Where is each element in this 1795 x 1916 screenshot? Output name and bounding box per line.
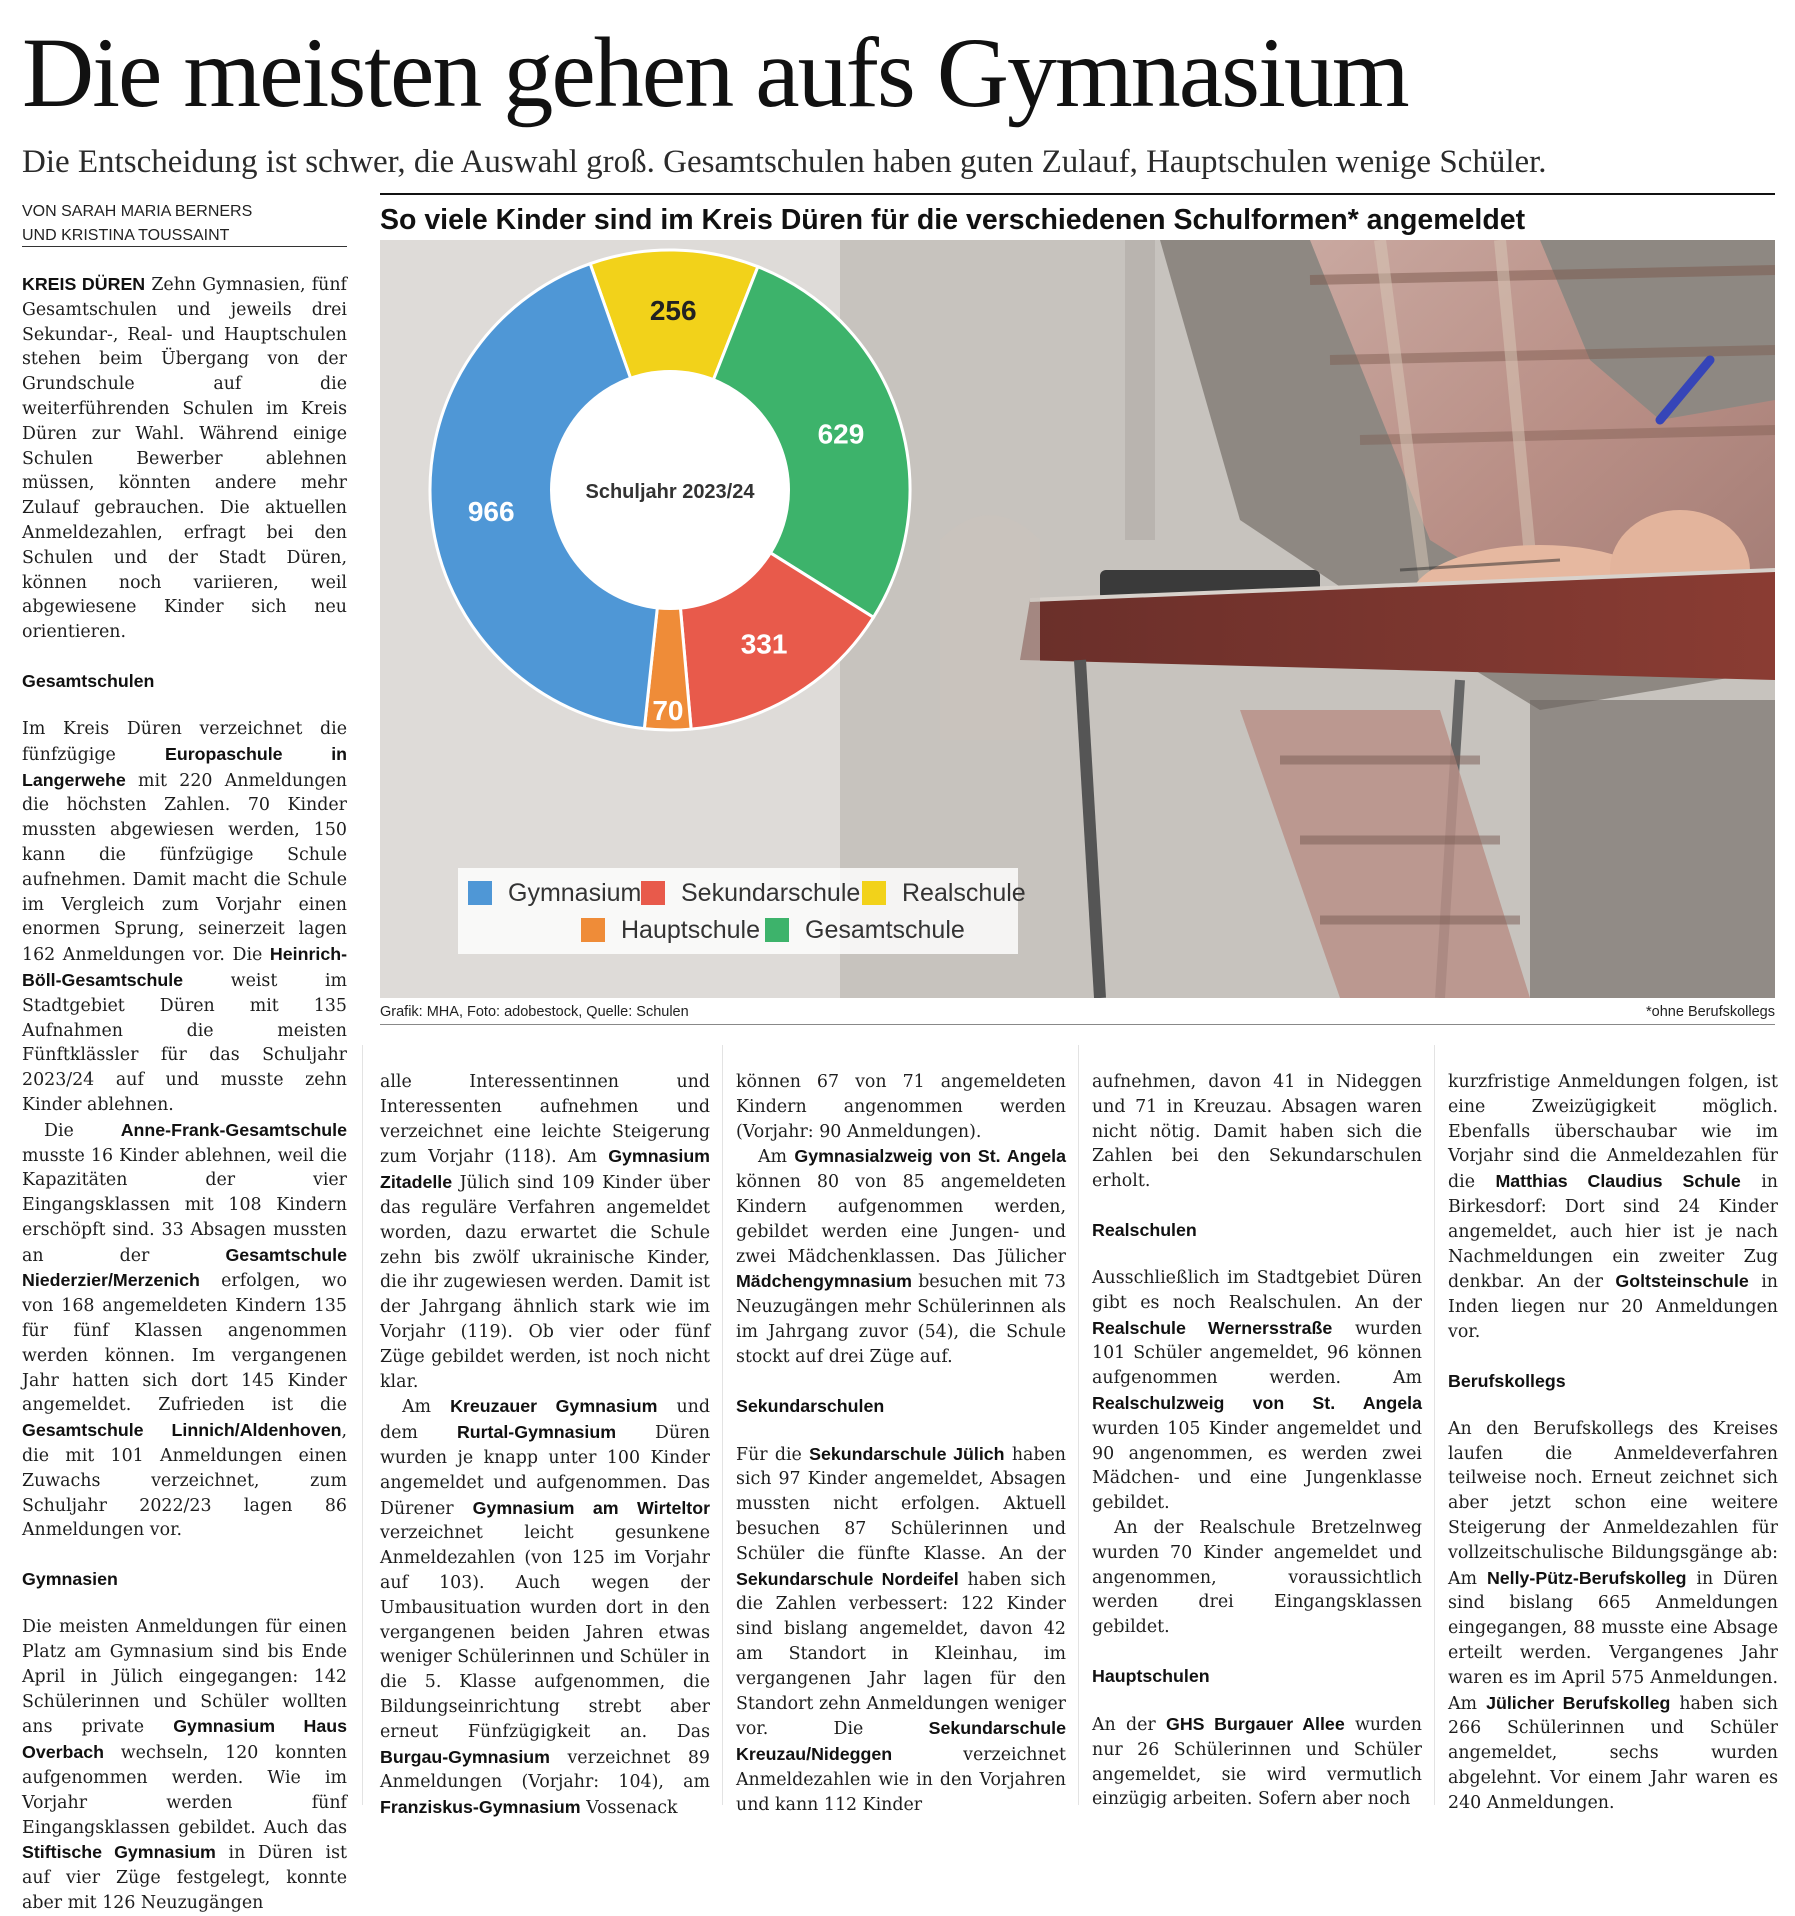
- credit-text: Grafik: MHA, Foto: adobestock, Quelle: Schulen: [380, 1004, 689, 1020]
- text: wurden 101 Schüler angemeldet, 96 können aufgenommen werden. Am: [1092, 1318, 1422, 1389]
- text: musste 16 Kinder ablehnen, weil die Kapazitäten der vier Eingangsklassen mit 108 Kindern erschöpft sind. 33 Absagen mussten an der: [22, 1145, 347, 1266]
- slice-value-label: 70: [652, 694, 684, 726]
- article-column-3: [736, 1070, 1066, 1818]
- intro-paragraph: [22, 272, 347, 645]
- text: Die meisten Anmeldungen für einen Platz am Gymnasium sind bis Ende April in Jülich eingegangen: 142 Schülerinnen und Schüler wollten ans private: [22, 1617, 347, 1738]
- paragraph: [380, 1070, 710, 1394]
- text: Jülich sind 109 Kinder über das reguläre Verfahren angemeldet worden, dazu erwartet die Schule zehn bis zwölf ukrainische Kinder, die ihr zugewiesen werden. Damit ist der Jahrgang ähnlich stark wie im Vorjahr (119). Ob vier oder fünf Züge gebildet werden, ist noch nicht klar.: [380, 1173, 710, 1392]
- text: verzeichnet 89 Anmeldungen (Vorjahr: 104), am: [380, 1747, 710, 1793]
- chart-legend: [458, 868, 1026, 954]
- school-name: Burgau-Gymnasium: [380, 1746, 550, 1767]
- text: wurden 105 Kinder angemeldet und 90 angenommen, es werden zwei Mädchen- und eine Jungenklasse gebildet.: [1092, 1418, 1422, 1514]
- text: Im Kreis Düren verzeichnet die fünfzügige: [22, 718, 347, 765]
- center-label: Schuljahr 2023/24: [585, 481, 755, 503]
- article-column-2: [380, 1070, 710, 1821]
- text: An der: [1092, 1714, 1166, 1735]
- legend-label: Gymnasium: [508, 879, 642, 907]
- paragraph: An der Realschule Bretzelnweg wurden 70 Kinder angemeldet und angenommen, voraussichtlich werden drei Eingangsklassen gebildet.: [1092, 1517, 1422, 1638]
- legend-label: Gesamtschule: [805, 916, 965, 944]
- text: haben sich 266 Schülerinnen und Schüler angemeldet, sechs wurden abgelehnt. Vor einem Jahr waren es 240 Anmeldungen.: [1448, 1693, 1778, 1813]
- graphic-title: So viele Kinder sind im Kreis Düren für die verschiedenen Schulformen* angemeldet: [380, 204, 1526, 236]
- slice-value-label: 331: [740, 628, 788, 660]
- byline-rule: [22, 246, 347, 247]
- article-column-5: [1448, 1070, 1778, 1816]
- text: können 67 von 71 angemeldeten Kindern angenommen werden (Vorjahr: 90 Anmeldungen).: [736, 1072, 1066, 1142]
- school-name: Stiftische Gymnasium: [22, 1842, 216, 1863]
- legend-swatch: [468, 881, 492, 905]
- text: Vossenack: [580, 1798, 678, 1819]
- text: mit 220 Anmeldungen die höchsten Zahlen. 70 Kinder mussten abgewiesen werden, 150 kann die fünfzügige Schule aufnehmen. Damit macht die Schule im Vergleich zum Vorjahr einen enormen Sprung, seinerzeit lagen 162 Anmeldungen vor. Die: [22, 770, 347, 966]
- text: Am: [402, 1397, 451, 1418]
- intro-text: Zehn Gymnasien, fünf Gesamtschulen und jeweils drei Sekundar-, Real- und Hauptschulen stehen beim Übergang von der Grundschule auf die weiterführenden Schulen im Kreis Düren zur Wahl. Während einige Schulen Bewerber ablehnen müssen, könnten andere mehr Zulauf gebrauchen. Die aktuellen Anmeldezahlen, erfragt bei den Schulen und der Stadt Düren, können noch variieren, weil abgewiesene Kinder sich neu orientieren.: [22, 275, 347, 643]
- graphic-rule: [380, 1024, 1775, 1025]
- legend-label: Hauptschule: [621, 916, 760, 944]
- byline: [22, 200, 347, 248]
- text: Ausschließlich im Stadtgebiet Düren gibt es noch Realschulen. An der: [1092, 1267, 1422, 1313]
- school-name: Heinrich-Böll-Gesamtschule: [22, 944, 347, 990]
- text: wurden nur 26 Schülerinnen und Schüler angemeldet, sie wird vermutlich einzügig arbeiten. Sofern aber noch: [1092, 1714, 1422, 1810]
- text: und dem: [380, 1397, 711, 1444]
- footnote: *ohne Berufskollegs: [1646, 1004, 1775, 1020]
- paragraph: [22, 717, 347, 1118]
- text: Für die: [736, 1444, 810, 1465]
- legend-swatch: [765, 918, 789, 942]
- slice-value-label: 966: [467, 495, 515, 527]
- header-rule: [380, 193, 1775, 195]
- school-name: Gesamtschule Linnich/Aldenhoven: [22, 1420, 342, 1441]
- text: in Birkesdorf: Dort sind 24 Kinder angemeldet, auch hier ist je nach Nachmeldungen ein zweiter Zug denkbar. An der: [1448, 1172, 1779, 1293]
- text: können 80 von 85 angemeldeten Kindern aufgenommen werden, gebildet werden eine Jungen- und zwei Mädchenklassen. Das Jülicher: [736, 1172, 1066, 1267]
- paragraph: [1448, 1070, 1778, 1345]
- paragraph: [1092, 1266, 1422, 1516]
- article-column-1: [22, 272, 347, 1916]
- section-heading-gymnasien: Gymnasien: [22, 1569, 118, 1590]
- text: Am: [758, 1147, 795, 1168]
- school-name: Mädchengymnasium: [736, 1271, 912, 1292]
- paragraph: [1092, 1070, 1422, 1194]
- section-heading-berufskollegs: Berufskollegs: [1448, 1370, 1566, 1391]
- column-rule: [362, 1045, 363, 1805]
- paragraph: [22, 1615, 347, 1916]
- section-heading-gesamtschulen: Gesamtschulen: [22, 670, 155, 691]
- graphic-credit: [380, 1002, 1775, 1022]
- school-name: Goltsteinschule: [1615, 1271, 1749, 1292]
- text: aufnehmen, davon 41 in Nideggen und 71 in Kreuzau. Absagen waren nicht nötig. Damit haben sich die Zahlen bei den Sekundarschulen erholt.: [1092, 1072, 1422, 1192]
- legend-label: Realschule: [902, 879, 1026, 907]
- byline-line-1: VON SARAH MARIA BERNERS: [22, 203, 253, 220]
- headline: Die meisten gehen aufs Gymnasium: [22, 17, 1408, 128]
- legend-swatch: [581, 918, 605, 942]
- school-name: GHS Burgauer Allee: [1165, 1713, 1345, 1734]
- paragraph: [736, 1144, 1066, 1369]
- legend-label: Sekundarschule: [681, 879, 861, 907]
- text: haben sich 97 Kinder angemeldet, Absagen mussten nicht erfolgen. Aktuell besuchen 87 Schülerinnen und Schüler die fünfte Klasse. An der: [736, 1444, 1067, 1564]
- paragraph: [380, 1394, 710, 1821]
- text: weist im Stadtgebiet Düren mit 135 Aufnahmen die meisten Fünftklässler für das Schuljahr 2023/24 auf und musste zehn Kinder ablehnen.: [22, 970, 347, 1115]
- text: erfolgen, wo von 168 angemeldeten Kindern 135 für fünf Klassen angenommen werden können. Im vergangenen Jahr hatten sich dort 145 Kinder angemeldet. Zufrieden ist die: [22, 1271, 347, 1416]
- article-column-4: [1092, 1070, 1422, 1812]
- school-name: Anne-Frank-Gesamtschule: [120, 1119, 347, 1140]
- slice-value-label: 629: [817, 418, 865, 450]
- school-name: Franziskus-Gymnasium: [380, 1797, 581, 1818]
- dateline: KREIS DÜREN: [22, 274, 146, 294]
- school-name: Realschulzweig von St. Angela: [1092, 1392, 1422, 1413]
- section-heading-hauptschulen: Hauptschulen: [1092, 1665, 1210, 1686]
- school-name: Gymnasium am Wirteltor: [472, 1497, 710, 1518]
- school-name: Gymnasium Haus Overbach: [22, 1716, 348, 1763]
- text: wechseln, 120 konnten aufgenommen werden. Wie im Vorjahr werden fünf Eingangsklassen gebildet. Auch das: [22, 1743, 347, 1838]
- column-rule: [1078, 1045, 1079, 1805]
- text: Die: [44, 1120, 121, 1141]
- text: in Düren sind bislang 665 Anmeldungen eingegangen, 88 musste eine Absage erteilt werden. Vergangenes Jahr waren es im April 575 Anmeldungen. Am: [1448, 1568, 1778, 1714]
- school-name: Realschule Wernersstraße: [1092, 1317, 1333, 1338]
- school-name: Kreuzauer Gymnasium: [450, 1396, 658, 1417]
- text: verzeichnet Anmeldezahlen wie in den Vorjahren und kann 112 Kinder: [736, 1745, 1066, 1815]
- section-heading-sekundarschulen: Sekundarschulen: [736, 1395, 885, 1416]
- school-name: Rurtal-Gymnasium: [456, 1422, 617, 1443]
- text: verzeichnet leicht gesunkene Anmeldezahlen (von 125 im Vorjahr auf 103). Auch wegen der Umbausituation wurden dort in den vergangenen beiden Jahren etwas weniger Schülerinnen und Schüler in die 5. Klasse aufgenommen, die Bildungseinrichtung strebt aber erneut Fünfzügigkeit an. Das: [380, 1523, 710, 1742]
- school-name: Europaschule in Langerwehe: [22, 743, 347, 790]
- paragraph: [1092, 1712, 1422, 1812]
- paragraph: [1448, 1417, 1778, 1816]
- text: Düren wurden je knapp unter 100 Kinder angemeldet und aufgenommen. Das Dürener: [380, 1423, 710, 1519]
- text: in Inden liegen nur 20 Anmeldungen vor.: [1448, 1272, 1778, 1342]
- school-name: Gymnasium Zitadelle: [380, 1146, 710, 1193]
- section-heading-realschulen: Realschulen: [1092, 1219, 1197, 1240]
- byline-line-2: UND KRISTINA TOUSSAINT: [22, 227, 230, 244]
- text: haben sich die Zahlen verbessert: 122 Kinder sind bislang angemeldet, davon 42 am Standort in Kleinhau, im vergangenen Jahr lagen für den Standort zehn Anmeldungen weniger vor. Die: [736, 1569, 1066, 1740]
- legend-swatch: [862, 881, 886, 905]
- school-name: Sekundarschule Kreuzau/Nideggen: [736, 1718, 1066, 1765]
- school-name: Gesamtschule Niederzier/Merzenich: [22, 1244, 347, 1291]
- text: An den Berufskollegs des Kreises laufen die Anmeldeverfahren teilweise noch. Erneut zeichnet sich aber jetzt schon eine weitere Steigerung der Anmeldezahlen für vollzeitschulische Bildungsgänge ab: Am: [1448, 1418, 1778, 1589]
- text: alle Interessentinnen und Interessenten aufnehmen und verzeichnet eine leichte Steigerung zum Vorjahr (118). Am: [380, 1072, 710, 1168]
- text: in Düren ist auf vier Züge festgelegt, konnte aber mit 126 Neuzugängen: [22, 1843, 347, 1914]
- paragraph: [736, 1070, 1066, 1144]
- school-name: Sekundarschule Nordeifel: [736, 1568, 959, 1589]
- paragraph: [22, 1118, 347, 1544]
- school-name: Gymnasialzweig von St. Angela: [794, 1146, 1066, 1167]
- text: besuchen mit 73 Neuzugängen mehr Schülerinnen als im Jahrgang zuvor (54), die Schule stockt auf drei Züge auf.: [736, 1272, 1066, 1367]
- school-name: Nelly-Pütz-Berufskolleg: [1486, 1567, 1687, 1588]
- subheadline: Die Entscheidung ist schwer, die Auswahl groß. Gesamtschulen haben guten Zulauf, Hauptschulen wenige Schüler.: [22, 144, 1547, 180]
- column-rule: [722, 1045, 723, 1805]
- text: kurzfristige Anmeldungen folgen, ist eine Zweizügigkeit möglich. Ebenfalls überschaubar wie im Vorjahr sind die Anmeldezahlen für die: [1448, 1072, 1778, 1193]
- slice-value-label: 256: [649, 295, 697, 327]
- legend-swatch: [641, 881, 665, 905]
- text: , die mit 101 Anmeldungen einen Zuwachs verzeichnet, zum Schuljahr 2022/23 lagen 86 Anmeldungen vor.: [22, 1421, 347, 1541]
- column-rule: [1434, 1045, 1435, 1805]
- school-name: Matthias Claudius Schule: [1495, 1171, 1741, 1192]
- school-name: Jülicher Berufskolleg: [1486, 1692, 1671, 1713]
- paragraph: [736, 1442, 1066, 1818]
- school-name: Sekundarschule Jülich: [809, 1443, 1005, 1464]
